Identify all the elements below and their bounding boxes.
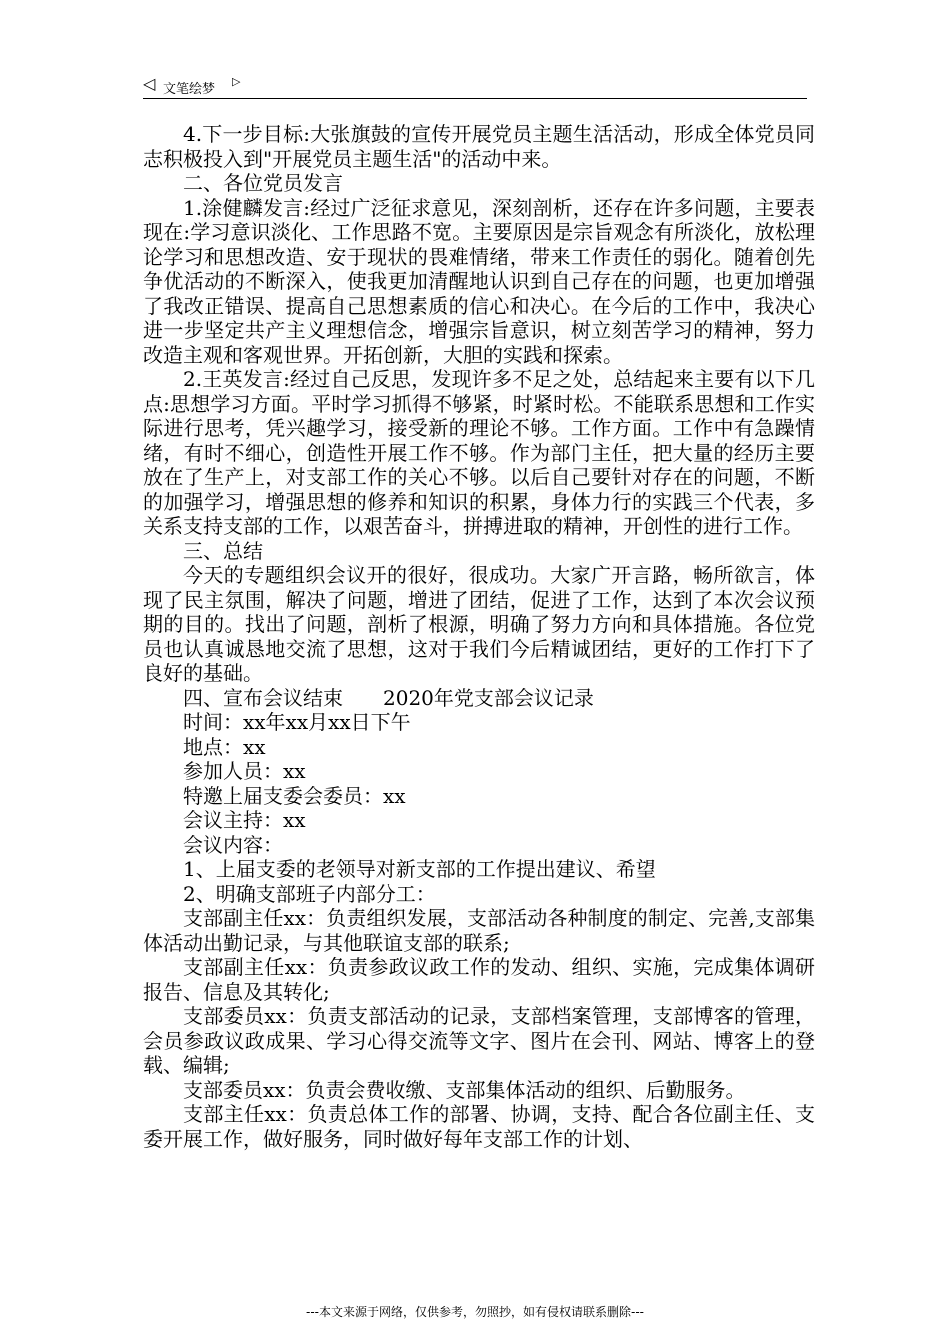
paragraph: 支部副主任xx：负责参政议政工作的发动、组织、实施，完成集体调研报告、信息及其转化; xyxy=(143,955,815,1004)
paragraph: 地点：xx xyxy=(183,734,266,759)
page-header xyxy=(143,72,807,99)
paragraph: 今天的专题组织会议开的很好，很成功。大家广开言路，畅所欲言，体现了民主氛围，解决了问题，增进了团结，促进了工作，达到了本次会议预期的目的。找出了问题，剖析了根源，明确了努力方向和具体措施。各位党员也认真诚恳地交流了思想，这对于我们今后精诚团结，更好的工作打下了良好的基础。 xyxy=(143,563,815,685)
paragraph: 时间：xx年xx月xx日下午 xyxy=(183,710,411,734)
paragraph: 1、上届支委的老领导对新支部的工作提出建议、希望 xyxy=(183,857,656,881)
paragraph: 2.王英发言:经过自己反思，发现许多不足之处，总结起来主要有以下几点:思想学习方面。平时学习抓得不够紧，时紧时松。不能联系思想和工作实际进行思考，凭兴趣学习，接受新的理论不够。工作方面。工作中有急躁情绪，有时不细心，创造性开展工作不够。作为部门主任，把大量的经历主要放在了生产上，对支部工作的关心不够。以后自己要针对存在的问题，不断的加强学习，增强思想的修养和知识的积累，身体力行的实践三个代表，多关系支持支部的工作，以艰苦奋斗，拼搏进取的精神，开创性的进行工作。 xyxy=(143,367,815,538)
paragraph: 特邀上届支委会委员：xx xyxy=(183,783,406,808)
right-triangle-icon: ▷ xyxy=(232,75,241,88)
paragraph: 三、总结 xyxy=(183,538,263,563)
paragraph: 二、各位党员发言 xyxy=(183,171,343,195)
left-triangle-icon: ◁ xyxy=(143,74,156,93)
paragraph: 会议主持：xx xyxy=(183,808,306,832)
paragraph: 支部主任xx：负责总体工作的部署、协调，支持、配合各位副主任、支委开展工作，做好服务，同时做好每年支部工作的计划、 xyxy=(143,1102,815,1151)
paragraph: 参加人员：xx xyxy=(183,759,306,783)
paragraph: 支部副主任xx：负责组织发展，支部活动各种制度的制定、完善,支部集体活动出勤记录，与其他联谊支部的联系; xyxy=(143,906,815,955)
paragraph: 会议内容： xyxy=(183,832,283,857)
paragraph: 支部委员xx：负责支部活动的记录，支部档案管理，支部博客的管理，会员参政议政成果、学习心得交流等文字、图片在会刊、网站、博客上的登载、编辑; xyxy=(143,1004,815,1077)
paragraph: 四、宣布会议结束 2020年党支部会议记录 xyxy=(183,685,594,710)
page-footer: ---本文来源于网络，仅供参考，勿照抄，如有侵权请联系删除--- xyxy=(306,1305,644,1319)
header-brand: 文笔绘梦 xyxy=(163,82,216,97)
paragraph: 支部委员xx：负责会费收缴、支部集体活动的组织、后勤服务。 xyxy=(183,1077,746,1102)
paragraph: 4.下一步目标:大张旗鼓的宣传开展党员主题生活活动，形成全体党员同志积极投入到"开展党员主题生活"的活动中来。 xyxy=(143,122,815,171)
paragraph: 2、明确支部班子内部分工： xyxy=(183,881,436,906)
document-body xyxy=(143,122,815,1151)
paragraph: 1.涂健麟发言:经过广泛征求意见，深刻剖析，还存在许多问题，主要表现在:学习意识淡化、工作思路不宽。主要原因是宗旨观念有所淡化，放松理论学习和思想改造、安于现状的畏难情绪，带来工作责任的弱化。随着创先争优活动的不断深入，使我更加清醒地认识到自己存在的问题，也更加增强了我改正错误、提高自己思想素质的信心和决心。在今后的工作中，我决心进一步坚定共产主义理想信念，增强宗旨意识，树立刻苦学习的精神，努力改造主观和客观世界。开拓创新，大胆的实践和探索。 xyxy=(143,195,815,367)
